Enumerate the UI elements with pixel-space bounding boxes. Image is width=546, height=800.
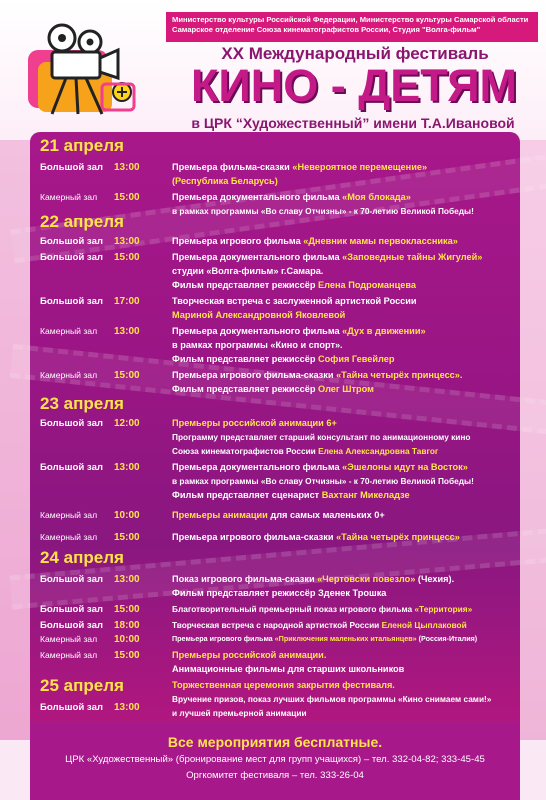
- film-title: «Заповедные тайны Жигулей»: [342, 252, 483, 262]
- hall-label: Большой зал: [40, 162, 104, 173]
- festival-main-title: КИНО - ДЕТЯМ: [190, 60, 518, 111]
- event-text: для самых маленьких 0+: [267, 510, 385, 520]
- event-presenter-org: [172, 446, 438, 456]
- ministry-banner: [166, 12, 538, 42]
- event-row: [40, 634, 520, 648]
- event-row: [40, 604, 520, 618]
- ministry-line-2: Самарское отделение Союза кинематографистов России, Студия "Волга-фильм": [172, 25, 481, 34]
- event-row: [40, 370, 520, 394]
- event-time: 15:00: [114, 532, 140, 543]
- event-text: Премьера фильма-сказки: [172, 162, 293, 172]
- event-country: (Россия-Италия): [416, 634, 478, 643]
- event-text: Фильм представляет режиссёр: [172, 384, 319, 394]
- event-text: Премьера документального фильма: [172, 192, 343, 202]
- hall-label: Большой зал: [40, 418, 104, 429]
- event-time: 13:00: [114, 162, 140, 173]
- event-description: [172, 236, 458, 246]
- event-row: [40, 326, 520, 364]
- event-text: Премьера документального фильма: [172, 462, 343, 472]
- event-description: [172, 532, 460, 542]
- event-text: Благотворительный премьерный показ игрового фильма: [172, 604, 415, 614]
- event-description: [172, 252, 482, 262]
- event-description: [172, 574, 454, 584]
- event-text: Союза кинематографистов России: [172, 446, 319, 456]
- film-title: «Тайна четырёх принцесс»: [336, 532, 460, 542]
- event-program: в рамках программы «Кино и спорт».: [172, 340, 343, 350]
- program-title: Премьеры анимации: [172, 510, 268, 520]
- film-title: «Приключения маленьких итальянцев»: [274, 634, 417, 643]
- presenter-name: Елена Александровна Тавгог: [318, 446, 439, 456]
- event-time: 13:00: [114, 462, 140, 473]
- event-description: Премьеры российской анимации 6+: [172, 418, 337, 428]
- day-heading-21: 21 апреля: [40, 136, 124, 155]
- program-title: Премьеры российской анимации.: [172, 650, 327, 660]
- hall-label: Большой зал: [40, 604, 104, 615]
- event-row: [40, 574, 520, 598]
- film-title: «Невероятное перемещение»: [292, 162, 428, 172]
- event-text: Фильм представляет режиссёр: [172, 354, 319, 364]
- event-time: 12:00: [114, 418, 140, 429]
- event-row: [40, 418, 520, 456]
- hall-label: Камерный зал: [40, 326, 98, 336]
- event-text: Премьера документального фильма: [172, 252, 343, 262]
- event-description: [172, 604, 472, 614]
- event-description: [172, 326, 426, 336]
- day-heading-23: 23 апреля: [40, 394, 124, 413]
- event-presenter: [172, 384, 374, 394]
- event-description: [172, 510, 385, 520]
- event-text: Премьера игрового фильма-сказки: [172, 532, 337, 542]
- event-presenter: [172, 280, 416, 290]
- organizing-committee-contact: Оргкомитет фестиваля – тел. 333-26-04: [186, 770, 364, 781]
- event-text: Премьера игрового фильма-сказки: [172, 370, 337, 380]
- ceremony-title: Торжественная церемония закрытия фестиваля.: [172, 680, 395, 690]
- film-camera-logo-icon: [22, 22, 140, 118]
- event-country: (Республика Беларусь): [172, 176, 278, 186]
- day-heading-25: 25 апреля: [40, 676, 124, 695]
- presenter-name: Олег Штром: [318, 384, 374, 394]
- event-time: 15:00: [114, 252, 140, 263]
- event-text: Премьера игрового фильма: [172, 634, 275, 643]
- event-text: Фильм представляет режиссёр: [172, 280, 319, 290]
- festival-edition-title: XX Международный фестиваль: [221, 44, 489, 63]
- event-presenter: Фильм представляет режиссёр Зденек Трошка: [172, 588, 387, 598]
- hall-label: Большой зал: [40, 296, 104, 307]
- event-description: Анимационные фильмы для старших школьников: [172, 664, 405, 674]
- event-presenter: [172, 354, 394, 364]
- day-heading-24: 24 апреля: [40, 548, 124, 567]
- film-title: «Эшелоны идут на Восток»: [342, 462, 468, 472]
- film-title: «Дух в движении»: [342, 326, 426, 336]
- hall-label: Камерный зал: [40, 510, 98, 520]
- event-time: 18:00: [114, 620, 140, 631]
- event-row: [40, 650, 520, 674]
- event-row: [40, 462, 520, 500]
- venue-subtitle: в ЦРК “Художественный” имени Т.А.Ивановой: [191, 115, 515, 131]
- event-row: [40, 620, 520, 634]
- hall-label: Камерный зал: [40, 650, 98, 660]
- presenter-name: Вахтанг Микеладзе: [321, 490, 410, 500]
- hall-label: Камерный зал: [40, 532, 98, 542]
- guest-name: Еленой Цыплаковой: [381, 620, 467, 630]
- event-text: Фильм представляет сценарист: [172, 490, 322, 500]
- event-time: 13:00: [114, 236, 140, 247]
- event-program: в рамках программы «Во славу Отчизны» - к 70-летию Великой Победы!: [172, 206, 474, 216]
- presenter-name: Елена Подроманцева: [318, 280, 416, 290]
- event-time: 13:00: [114, 702, 140, 713]
- hall-label: Большой зал: [40, 462, 104, 473]
- right-decorative-strip: [520, 140, 546, 740]
- event-row: [40, 694, 520, 718]
- hall-label: Большой зал: [40, 252, 104, 263]
- guest-name: Мариной Александровной Яковлевой: [172, 310, 346, 320]
- event-text: Творческая встреча с народной артисткой России: [172, 620, 382, 630]
- event-row: [40, 162, 520, 186]
- hall-label: Камерный зал: [40, 370, 98, 380]
- event-time: 10:00: [114, 510, 140, 521]
- event-time: 13:00: [114, 326, 140, 337]
- film-title: «Моя блокада»: [342, 192, 411, 202]
- event-time: 10:00: [114, 634, 140, 645]
- presenter-name: София Гевейлер: [318, 354, 395, 364]
- event-description: Вручение призов, показ лучших фильмов программы «Кино снимаем сами!»: [172, 694, 492, 704]
- hall-label: Большой зал: [40, 702, 104, 713]
- event-program: в рамках программы «Во славу Отчизны» - к 70-летию Великой Победы!: [172, 476, 474, 486]
- event-description: Творческая встреча с заслуженной артисткой России: [172, 296, 417, 306]
- event-description-cont: и лучшей премьерной анимации: [172, 708, 307, 718]
- event-text: Премьера документального фильма: [172, 326, 343, 336]
- event-row: [40, 510, 520, 524]
- event-description: [172, 192, 411, 202]
- film-title: «Тайна четырёх принцесс».: [336, 370, 463, 380]
- event-row: [40, 680, 520, 694]
- event-studio: студии «Волга-фильм» г.Самара.: [172, 266, 324, 276]
- event-text: Премьера игрового фильма: [172, 236, 304, 246]
- event-description: [172, 634, 477, 643]
- event-description: [172, 162, 427, 172]
- event-description: [172, 370, 462, 380]
- hall-label: Камерный зал: [40, 634, 98, 644]
- day-heading-22: 22 апреля: [40, 212, 124, 231]
- event-country: (Чехия).: [415, 574, 455, 584]
- event-description: [172, 462, 468, 472]
- hall-label: Большой зал: [40, 236, 104, 247]
- event-presenter: [172, 490, 410, 500]
- event-presenter: Программу представляет старший консультант по анимационному кино: [172, 432, 471, 442]
- hall-label: Камерный зал: [40, 192, 98, 202]
- event-row: [40, 252, 520, 290]
- film-title: «Дневник мамы первоклассника»: [303, 236, 458, 246]
- event-time: 13:00: [114, 574, 140, 585]
- booking-contact: ЦРК «Художественный» (бронирование мест для групп учащихся) – тел. 332-04-82; 333-45-45: [65, 754, 485, 765]
- event-description: [172, 620, 467, 630]
- film-title: «Чертовски повезло»: [317, 574, 416, 584]
- event-time: 17:00: [114, 296, 140, 307]
- event-time: 15:00: [114, 192, 140, 203]
- event-text: Показ игрового фильма-сказки: [172, 574, 318, 584]
- event-time: 15:00: [114, 370, 140, 381]
- free-events-notice: Все мероприятия бесплатные.: [167, 734, 383, 750]
- film-title: «Территория»: [414, 604, 473, 614]
- event-time: 15:00: [114, 650, 140, 661]
- event-row: [40, 296, 520, 320]
- ministry-line-1: Министерство культуры Российской Федерации, Министерство культуры Самарской области: [172, 15, 529, 24]
- event-time: 15:00: [114, 604, 140, 615]
- hall-label: Большой зал: [40, 574, 104, 585]
- event-row: [40, 532, 520, 546]
- event-row: [40, 192, 520, 216]
- event-row: [40, 236, 520, 250]
- hall-label: Большой зал: [40, 620, 104, 631]
